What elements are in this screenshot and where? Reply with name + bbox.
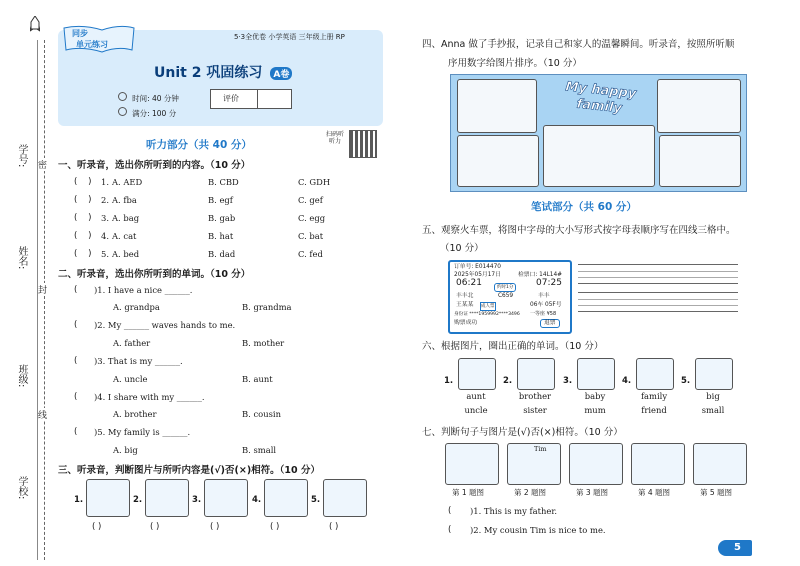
cut-mark-seal: 密 — [38, 158, 47, 171]
student-id-label: 学号: — [16, 144, 27, 168]
sec1-heading: 一、听录音，选出你所听到的内容。（10 分） — [58, 160, 251, 171]
word-option-1[interactable]: aunt — [466, 391, 486, 401]
option-a: A. bag — [112, 213, 140, 223]
option-a: A. grandpa — [113, 302, 160, 312]
picture-q4 — [631, 443, 685, 485]
unit-title-text: Unit 2 巩固练习 — [154, 65, 263, 81]
item-number: 3. — [563, 376, 573, 386]
picture-boy — [323, 479, 367, 517]
refund-button[interactable]: 退票 — [540, 319, 560, 328]
word-option-2[interactable]: friend — [641, 405, 667, 415]
word-option-1[interactable]: brother — [518, 391, 552, 401]
ribbon-line2: 单元练习 — [76, 40, 108, 49]
unit-title — [154, 62, 292, 82]
ticket-passenger: 王某某 — [456, 302, 474, 308]
writing-guide — [578, 271, 738, 272]
option-b: B. small — [242, 445, 277, 455]
picture-father-child — [86, 479, 130, 517]
poster-picture-2 — [657, 79, 741, 133]
writing-guide — [578, 299, 738, 300]
answer-paren[interactable]: ( — [74, 392, 78, 402]
option-c: C. egg — [298, 213, 326, 223]
qr-code-icon[interactable] — [349, 130, 377, 158]
item-number: 4. — [101, 231, 109, 241]
grade-box — [210, 89, 292, 109]
poster-picture-4 — [543, 125, 655, 187]
option-a: A. fba — [112, 195, 137, 205]
ribbon-line1: 同步 — [72, 29, 88, 38]
picture-mother — [145, 479, 189, 517]
word-option-2[interactable]: uncle — [464, 405, 488, 415]
picture-q5 — [693, 443, 747, 485]
answer-paren[interactable]: ( — [74, 285, 78, 295]
grade-divider — [257, 90, 258, 108]
answer-paren[interactable]: ( — [74, 320, 78, 330]
ticket-id: 身份证 ****1959992****3496 — [454, 312, 520, 317]
item-number: 3. — [101, 213, 109, 223]
picture-baby — [204, 479, 248, 517]
sec2-question: )3. That is my ______. — [94, 356, 183, 366]
answer-paren[interactable]: ( ) — [74, 177, 92, 187]
sec3-heading: 三、听录音，判断图片与所听内容是(√)否(×)相符。（10 分） — [58, 465, 320, 476]
ribbon-badge — [62, 24, 136, 54]
option-a: A. brother — [113, 409, 157, 419]
grade-label: 评价 — [223, 94, 239, 103]
sec2-question: )2. My ______ waves hands to me. — [94, 320, 236, 330]
picture-small-house — [695, 358, 733, 390]
option-a: A. AED — [112, 177, 143, 187]
field-line-left — [37, 40, 38, 560]
sec2-question: )4. I share with my ______. — [94, 392, 205, 402]
rocket-icon — [30, 16, 40, 34]
item-number: 3. — [192, 495, 202, 505]
sec2-question: )1. I have a nice ______. — [94, 285, 193, 295]
item-number: 2. — [503, 376, 513, 386]
item-number: 5. — [101, 249, 109, 259]
item-number: 2. — [133, 495, 143, 505]
series-text: 5·3全优卷 小学英语 三年级上册 RP — [234, 33, 345, 41]
answer-paren[interactable]: ( ) — [210, 522, 220, 532]
option-b: B. gab — [208, 213, 236, 223]
answer-paren[interactable]: ( ) — [74, 249, 92, 259]
ticket-class: 一等座 ¥58 — [530, 311, 557, 317]
school-label: 学校: — [16, 476, 27, 500]
ticket-arr-station: 丰丰 — [538, 293, 550, 299]
cut-mark-line: 线 — [38, 408, 47, 421]
word-option-1[interactable]: big — [706, 391, 720, 401]
ticket-seat: 06车 05F号 — [530, 302, 562, 308]
name-label: 姓名: — [16, 246, 27, 270]
option-b: B. dad — [208, 249, 236, 259]
cut-mark-close: 封 — [38, 283, 47, 296]
answer-paren[interactable]: ( — [448, 506, 452, 516]
poster-picture-3 — [457, 135, 539, 187]
option-b: B. aunt — [242, 374, 273, 384]
sec7-heading: 七、判断句子与图片是(√)否(×)相符。（10 分） — [422, 427, 623, 438]
picture-q3 — [569, 443, 623, 485]
picture-baby — [577, 358, 615, 390]
writing-lines-1[interactable] — [578, 264, 738, 284]
answer-paren[interactable]: ( ) — [150, 522, 160, 532]
item-number: 1. — [444, 376, 454, 386]
item-number: 4. — [252, 495, 262, 505]
sec6-heading: 六、根据图片，圈出正确的单词。（10 分） — [422, 341, 604, 352]
caption-q2: 第 2 题图 — [514, 488, 547, 497]
option-a: A. cat — [112, 231, 137, 241]
ticket-status: 购票成功 — [454, 320, 478, 326]
sec7-sentence-2: )2. My cousin Tim is nice to me. — [470, 525, 606, 535]
poster-title: My happy family — [564, 79, 638, 117]
qr-caption: 扫码听听力 — [325, 131, 344, 145]
option-b: B. cousin — [242, 409, 281, 419]
score-text: 满分: 100 分 — [132, 109, 177, 118]
class-label: 班级: — [16, 364, 27, 388]
caption-q4: 第 4 题图 — [638, 488, 671, 497]
item-number: 5. — [681, 376, 691, 386]
option-a: A. father — [113, 338, 151, 348]
option-c: C. bat — [298, 231, 324, 241]
item-number: 1. — [101, 177, 109, 187]
option-b: B. grandma — [242, 302, 292, 312]
word-option-1[interactable]: family — [640, 391, 668, 401]
option-c: C. gef — [298, 195, 323, 205]
caption-q3: 第 3 题图 — [576, 488, 609, 497]
option-a: A. uncle — [113, 374, 148, 384]
picture-girl — [264, 479, 308, 517]
cut-dashed-line — [44, 40, 45, 560]
option-a: A. big — [113, 445, 138, 455]
option-b: B. hat — [208, 231, 234, 241]
time-text: 时间: 40 分钟 — [132, 94, 179, 103]
sec5-score: （10 分） — [440, 243, 484, 254]
item-number: 4. — [622, 376, 632, 386]
check-icon — [118, 107, 127, 116]
ticket-train: C659 — [498, 293, 514, 299]
answer-paren[interactable]: ( ) — [74, 231, 92, 241]
picture-q1 — [445, 443, 499, 485]
picture-family — [636, 358, 674, 390]
ticket-tag: 成人票 — [481, 304, 495, 309]
exam-title: 笔试部分（共 60 分） — [531, 201, 637, 213]
train-ticket — [448, 260, 572, 334]
answer-paren[interactable]: ( ) — [74, 195, 92, 205]
answer-paren[interactable]: ( ) — [270, 522, 280, 532]
sec2-heading: 二、听录音，选出你所听到的单词。（10 分） — [58, 269, 251, 280]
option-c: C. fed — [298, 249, 323, 259]
word-option-2[interactable]: small — [701, 405, 725, 415]
caption-q5: 第 5 题图 — [700, 488, 733, 497]
picture-brother — [517, 358, 555, 390]
binding-sidebar — [0, 0, 60, 566]
option-a: A. bed — [112, 249, 140, 259]
option-b: B. CBD — [208, 177, 239, 187]
score-row — [118, 101, 176, 120]
word-option-2[interactable]: sister — [523, 405, 547, 415]
answer-paren[interactable]: ( — [74, 356, 78, 366]
word-option-2[interactable]: mum — [584, 405, 606, 415]
sec7-sentence-1: )1. This is my father. — [470, 506, 558, 516]
family-poster — [450, 74, 747, 192]
series-bar — [232, 32, 382, 43]
caption-q1: 第 1 题图 — [452, 488, 485, 497]
ticket-date: 2025年05月17日 — [454, 272, 501, 278]
listening-title: 听力部分（共 40 分） — [146, 139, 252, 151]
ticket-gate: 检票口: 14L14# — [518, 272, 563, 278]
poster-picture-1 — [457, 79, 537, 133]
ticket-dep-station: 丰丰北 — [456, 293, 474, 299]
answer-paren[interactable]: ( — [74, 427, 78, 437]
picture-q2 — [507, 443, 561, 485]
sec4-heading-line1: 四、Anna 做了手抄报，记录自己和家人的温馨瞬间。听录音，按照所听顺 — [422, 39, 735, 50]
ticket-order: 订单号: E014470 — [454, 264, 501, 270]
answer-paren[interactable]: ( ) — [329, 522, 339, 532]
writing-guide — [578, 305, 738, 306]
page-number: 5 — [734, 542, 741, 553]
writing-lines-2[interactable] — [578, 292, 738, 312]
answer-paren[interactable]: ( ) — [92, 522, 102, 532]
ticket-arr-time: 07:25 — [536, 278, 562, 288]
ticket-dep-time: 06:21 — [456, 278, 482, 288]
poster-picture-5 — [659, 135, 741, 187]
page-number-tab — [718, 540, 752, 556]
picture-aunt — [458, 358, 496, 390]
item-number: 2. — [101, 195, 109, 205]
sec2-question: )5. My family is ______. — [94, 427, 191, 437]
answer-paren[interactable]: ( — [448, 525, 452, 535]
option-c: C. GDH — [298, 177, 331, 187]
tim-label: Tim — [534, 445, 547, 453]
clock-icon — [118, 92, 127, 101]
writing-guide — [578, 277, 738, 278]
item-number: 1. — [74, 495, 84, 505]
sec4-heading-line2: 序用数字给图片排序。（10 分） — [448, 58, 582, 69]
item-number: 5. — [311, 495, 321, 505]
answer-paren[interactable]: ( ) — [74, 213, 92, 223]
version-badge: A卷 — [270, 67, 292, 80]
option-b: B. mother — [242, 338, 285, 348]
sec5-heading: 五、观察火车票，将图中字母的大小写形式按字母表顺序写在四线三格中。 — [422, 225, 736, 236]
option-b: B. egf — [208, 195, 233, 205]
ticket-trip: 约时1分 — [494, 283, 516, 292]
word-option-1[interactable]: baby — [584, 391, 606, 401]
